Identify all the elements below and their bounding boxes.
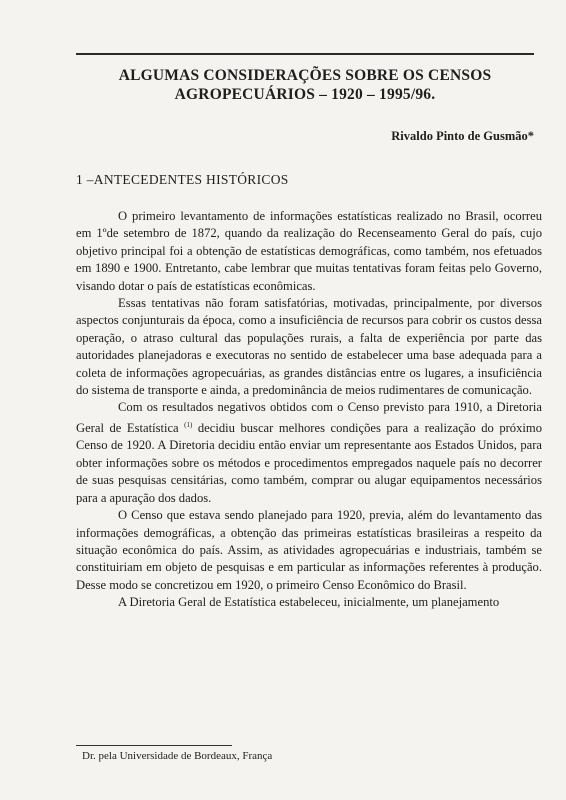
footnote-rule [76,745,232,746]
author-name: Rivaldo Pinto de Gusmão* [391,129,534,143]
paragraph-3 [76,399,542,507]
body-text [76,208,542,612]
title-line-2: AGROPECUÁRIOS – 1920 – 1995/96. [174,86,436,103]
paragraph-5: A Diretoria Geral de Estatística estabeleceu, inicialmente, um planejamento [118,595,500,610]
paragraph-1: O primeiro levantamento de informações estatísticas realizado no Brasil, ocorreu em 1ºde setembro de 1872, quando da realização do Recenseamento Geral do país, cujo objetivo principal foi a obtenção de estatísticas demográficas, como também, nos efetuados em 1890 e 1900. Entretanto, cabe lembrar que muitas tentativas foram feitas pelo Governo, visando dotar o país de estatísticas econômicas. [76,209,542,293]
top-rule [76,53,534,55]
title-line-1: ALGUMAS CONSIDERAÇÕES SOBRE OS CENSOS [118,67,492,84]
document-title [76,66,534,104]
paragraph-2: Essas tentativas não foram satisfatórias, motivadas, principalmente, por diversos aspectos conjunturais da época, como a insuficiência de recursos para cobrir os custos dessa operação, o atraso cultural das populações rurais, a falta de experiência por parte das autoridades planejadoras e executoras no sentido de estabelecer uma base adequada para a coleta de informações agropecuárias, as grandes distâncias entre os lugares, a insuficiência do sistema de transporte e ainda, a predominância de meios rudimentares de comunicação. [76,296,542,398]
paragraph-3-text-before: Com os resultados negativos obtidos com o Censo previsto para 1910, a Diretoria Geral de Estatística [76,400,542,436]
paragraph-4: O Censo que estava sendo planejado para 1920, previa, além do levantamento das informações demográficas, a obtenção das primeiras estatísticas brasileiras a respeito da situação econômica do país. Assim, as atividades agropecuárias e industriais, também se constituiriam em objeto de pesquisas e em particular as informações referentes à produção. Desse modo se concretizou em 1920, o primeiro Censo Econômico do Brasil. [76,508,542,592]
paragraph-3-text-after: decidiu buscar melhores condições para a realização do próximo Censo de 1920. A Diretoria decidiu então enviar um representante aos Estados Unidos, para obter informações sobre os métodos e procedimentos empregados naquele país no decorrer de suas pesquisas censitárias, como também, comprar ou alugar equipamentos necessários para a apuração dos dados. [76,421,542,505]
section-heading: 1 –ANTECEDENTES HISTÓRICOS [76,172,289,187]
footnote: Dr. pela Universidade de Bordeaux, França [82,750,273,762]
footnote-reference: (1) [184,420,193,429]
